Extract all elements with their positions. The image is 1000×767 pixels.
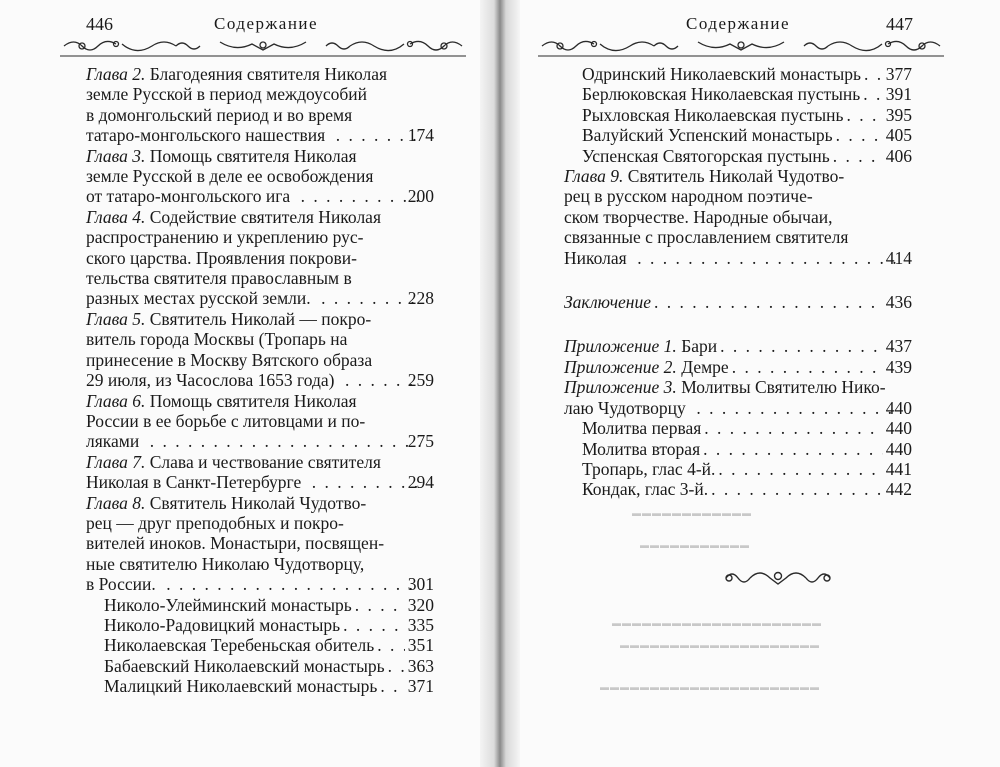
table-of-contents [564,64,912,500]
entry-line-text: связанные с прославлением святителя [564,227,849,248]
leader-dots [732,357,883,377]
entry-line-text: вителей иноков. Монастыри, посвящен- [86,533,385,554]
toc-entry-last-line [582,146,912,166]
toc-sub-entry [564,479,912,499]
running-head: Содержание [214,14,319,33]
entry-line-text: в домонгольский период и во время [86,104,353,125]
entry-text [564,397,686,418]
entry-text-part: Демре [681,356,729,377]
entry-text-part: Рыхловская Николаевская пустынь [582,104,844,125]
leader-dots [704,418,882,438]
toc-entry-last-line [564,397,912,418]
page-ref: 440 [885,418,912,439]
toc-entry-last-line [86,370,434,391]
leader-dots [314,288,423,308]
entry-line [86,512,434,533]
entry-line-text: ском творчестве. Народные обычаи, [564,206,833,227]
toc-sub-entry [86,615,434,635]
toc-entry-last-line [564,292,912,312]
page-ref: 371 [407,676,434,697]
entry-text [564,336,717,356]
entry-text [86,288,311,309]
entry-text [582,125,833,145]
leader-dots [863,84,882,104]
leader-dots [355,595,405,615]
entry-line-text: распространению и укреплению рус- [86,227,364,248]
entry-text [104,656,385,676]
bleed-through-text: ▬▬▬▬▬▬▬▬▬▬▬▬▬▬▬▬▬▬▬▬ [620,640,820,650]
leader-dots [654,292,883,312]
leader-dots [833,146,883,166]
toc-entry [86,493,434,595]
entry-text [582,84,860,104]
entry-text [104,676,377,696]
entry-line-text: земле Русской в период междоусобий [86,84,367,105]
toc-entry [564,357,912,377]
entry-text [564,247,627,268]
toc-entry-last-line [104,615,434,635]
entry-line [86,451,434,472]
toc-entry-last-line [582,125,912,145]
leader-dots [380,676,404,696]
leader-dots [703,439,883,459]
leader-dots [718,459,882,479]
entry-line [564,186,912,207]
toc-entry-last-line [104,676,434,696]
entry-text [86,186,291,207]
entry-line-text: витель города Москвы (Тропарь на [86,329,348,350]
toc-entry-last-line [582,84,912,104]
toc-entry-last-line [86,186,434,207]
page-ref: 301 [407,574,434,595]
toc-sub-entry [86,656,434,676]
toc-entry [564,336,912,356]
header-ornament-icon [538,36,944,62]
entry-line-text: принесение в Москву Вятского образа [86,349,373,370]
entry-text-part: Бари [681,336,718,357]
entry-line [564,227,912,248]
toc-sub-entry [564,439,912,459]
entry-label: Глава 7. [86,451,146,472]
entry-text-part: Николая в Санкт-Петербурге [86,472,302,493]
leader-dots [836,125,883,145]
leader-dots [864,64,883,84]
leader-dots [720,336,883,356]
entry-line [86,166,434,187]
entry-label: Заключение [564,292,652,313]
entry-label: Глава 2. [86,64,146,84]
toc-entry [86,207,434,309]
entry-line [86,329,434,350]
toc-sub-entry [564,459,912,479]
toc-entry-last-line [582,64,912,84]
page-ref: 174 [407,125,434,146]
entry-line-text: Святитель Николай Чудотво- [149,492,367,513]
entry-text-part: в России. [86,574,156,595]
entry-line-text: Слава и чествование святителя [149,451,381,472]
toc-sub-entry [564,105,912,125]
entry-line [86,533,434,554]
toc-entry-last-line [104,595,434,615]
toc-entry [564,166,912,268]
entry-label: Приложение 1. [564,336,677,357]
entry-line [86,104,434,125]
page-ref: 259 [407,370,434,391]
page-ref: 377 [885,64,912,84]
page-ref: 439 [885,356,912,377]
toc-sub-entry [564,125,912,145]
entry-label: Глава 4. [86,206,146,227]
toc-entry [86,391,434,452]
leader-dots [304,472,422,492]
entry-text [86,574,156,595]
toc-sub-entry [564,146,912,166]
entry-text-part: 29 июля, из Часослова 1653 года) [86,370,335,391]
entry-label: Глава 9. [564,166,624,187]
page-ref: 200 [407,186,434,207]
entry-text-part: Николо-Улейминский монастырь [104,594,352,615]
entry-line-text: рец в русском народном поэтиче- [564,186,813,207]
toc-entry [564,377,912,418]
entry-text [104,635,374,655]
entry-text [582,64,861,84]
page-ref: 335 [407,614,434,635]
entry-text [564,357,729,377]
entry-text-part: Николо-Радовицкий монастырь [104,614,341,635]
toc-entry-last-line [582,459,912,479]
entry-line-text: ского царства. Проявления покрови- [86,247,357,268]
entry-line-text: России в ее борьбе с литовцами и по- [86,410,366,431]
entry-line [86,84,434,105]
toc-entry-last-line [564,336,912,356]
end-ornament-icon [720,566,836,590]
entry-text-part: Молитва вторая [582,438,701,459]
entry-line [86,268,434,289]
entry-line-text: Помощь святителя Николая [149,145,357,166]
bleed-through-text: ▬▬▬▬▬▬▬▬▬▬▬▬▬▬▬▬▬▬▬▬▬ [612,618,822,628]
entry-text [104,595,352,615]
entry-line-text: тельства святителя православным в [86,268,352,289]
entry-text-part: татаро-монгольского нашествия [86,125,326,146]
entry-text [582,479,708,499]
page-number: 447 [886,14,913,34]
entry-label: Глава 8. [86,492,146,513]
entry-label: Глава 6. [86,390,146,411]
entry-line [86,492,434,513]
toc-sub-entry [564,84,912,104]
toc-entry [564,292,912,312]
entry-text-part: Валуйский Успенский монастырь [582,125,833,146]
bleed-through-text: ▬▬▬▬▬▬▬▬▬▬▬▬▬▬▬▬▬▬▬▬▬▬ [600,682,820,692]
entry-text-part: Одринский Николаевский монастырь [582,64,861,84]
left-page [0,0,488,767]
entry-line [564,377,912,398]
entry-line [564,166,912,187]
right-page [512,0,1000,767]
entry-text [582,439,700,459]
page-ref: 440 [885,397,912,418]
entry-text-part: Бабаевский Николаевский монастырь [104,655,385,676]
entry-text [86,125,326,146]
entry-text-part: Успенская Святогорская пустынь [582,145,830,166]
entry-text [86,472,302,493]
leader-dots [343,615,405,635]
leader-dots [711,479,883,499]
entry-line [86,64,434,84]
header-ornament-icon [60,36,466,62]
toc-sub-entry [86,595,434,615]
entry-text [104,615,340,635]
toc-sub-entry [564,64,912,84]
page-ref: 391 [885,84,912,105]
toc-entry-last-line [104,635,434,655]
entry-line-text: ные святителю Николаю Чудотворцу, [86,553,365,574]
page-ref: 405 [885,125,912,146]
toc-entry-last-line [86,472,434,493]
toc-entry [86,146,434,207]
toc-entry-last-line [582,105,912,125]
toc-entry [86,64,434,146]
page-ref: 406 [885,145,912,166]
entry-line-text: Святитель Николай Чудотво- [627,166,845,187]
bleed-through-text: ▬▬▬▬▬▬▬▬▬▬▬ [640,540,750,550]
entry-text-part: Николая [564,247,627,268]
entry-text-part: Малицкий Николаевский монастырь [104,676,378,697]
toc-entry-last-line [582,439,912,459]
entry-line-text: Молитвы Святителю Нико- [681,377,886,398]
page-ref: 442 [885,479,912,500]
entry-line-text: Благодеяния святителя Николая [149,64,388,84]
page-ref: 294 [407,472,434,493]
page-number: 446 [86,14,113,34]
page-ref: 320 [407,594,434,615]
entry-text-part: Берлюковская Николаевская пустынь [582,84,861,105]
entry-text-part: разных местах русской земли. [86,288,311,309]
leader-dots [377,635,405,655]
entry-line-text: Святитель Николай — покро- [149,308,372,329]
entry-text-part: Кондак, глас 3-й. [582,479,709,500]
spacer [564,312,912,336]
toc-entry [86,309,434,391]
entry-text [582,105,843,125]
leader-dots [142,431,423,451]
page-ref: 228 [407,288,434,309]
entry-text [582,146,830,166]
toc-entry-last-line [582,418,912,438]
entry-text [582,459,715,479]
spacer [564,268,912,292]
toc-entry-last-line [86,431,434,452]
toc-sub-entry [86,635,434,655]
bleed-through-text: ▬▬▬▬▬▬▬▬▬▬▬▬ [632,508,752,518]
entry-line [86,227,434,248]
toc-entry [86,452,434,493]
entry-label: Глава 3. [86,145,146,166]
page-ref: 441 [885,458,912,479]
entry-text-part: ляками [86,431,140,452]
entry-text-part: лаю Чудотворцу [564,397,686,418]
toc-entry-last-line [86,574,434,595]
entry-line [564,206,912,227]
entry-label: Глава 5. [86,308,146,329]
entry-line [86,145,434,166]
entry-line-text: рец — друг преподобных и покро- [86,512,344,533]
entry-line [86,410,434,431]
entry-line [86,553,434,574]
toc-entry-last-line [86,125,434,146]
page-ref: 275 [407,431,434,452]
entry-line-text: земле Русской в деле ее освобождения [86,166,374,187]
toc-entry-last-line [104,656,434,676]
entry-text-part: от татаро-монгольского ига [86,186,291,207]
entry-label: Приложение 3. [564,377,677,398]
entry-text [86,370,335,391]
page-ref: 440 [885,438,912,459]
table-of-contents [86,64,434,697]
entry-line [86,247,434,268]
leader-dots [293,186,423,206]
entry-text-part: Тропарь, глас 4-й. [582,458,716,479]
toc-entry-last-line [564,357,912,377]
entry-text-part: Николаевская Теребеньская обитель [104,635,375,656]
page-ref: 414 [885,247,912,268]
toc-entry-last-line [86,288,434,309]
page-ref: 437 [885,336,912,357]
entry-line [86,349,434,370]
running-head: Содержание [686,14,791,33]
page-ref: 395 [885,104,912,125]
leader-dots [630,248,901,268]
page-ref: 363 [407,655,434,676]
leader-dots [159,574,423,594]
entry-line [86,206,434,227]
toc-entry-last-line [582,479,912,499]
entry-text [582,418,701,438]
toc-sub-entry [86,676,434,696]
entry-line [86,390,434,411]
toc-sub-entry [564,418,912,438]
page-ref: 436 [885,292,912,313]
leader-dots [689,398,901,418]
entry-line-text: Помощь святителя Николая [149,390,357,411]
entry-line [86,308,434,329]
leader-dots [846,105,882,125]
toc-entry-last-line [564,247,912,268]
leader-dots [388,656,405,676]
page-ref: 351 [407,635,434,656]
entry-label: Приложение 2. [564,356,677,377]
entry-line-text: Содействие святителя Николая [149,206,381,227]
entry-text-part: Молитва первая [582,418,702,439]
entry-text [86,431,140,452]
